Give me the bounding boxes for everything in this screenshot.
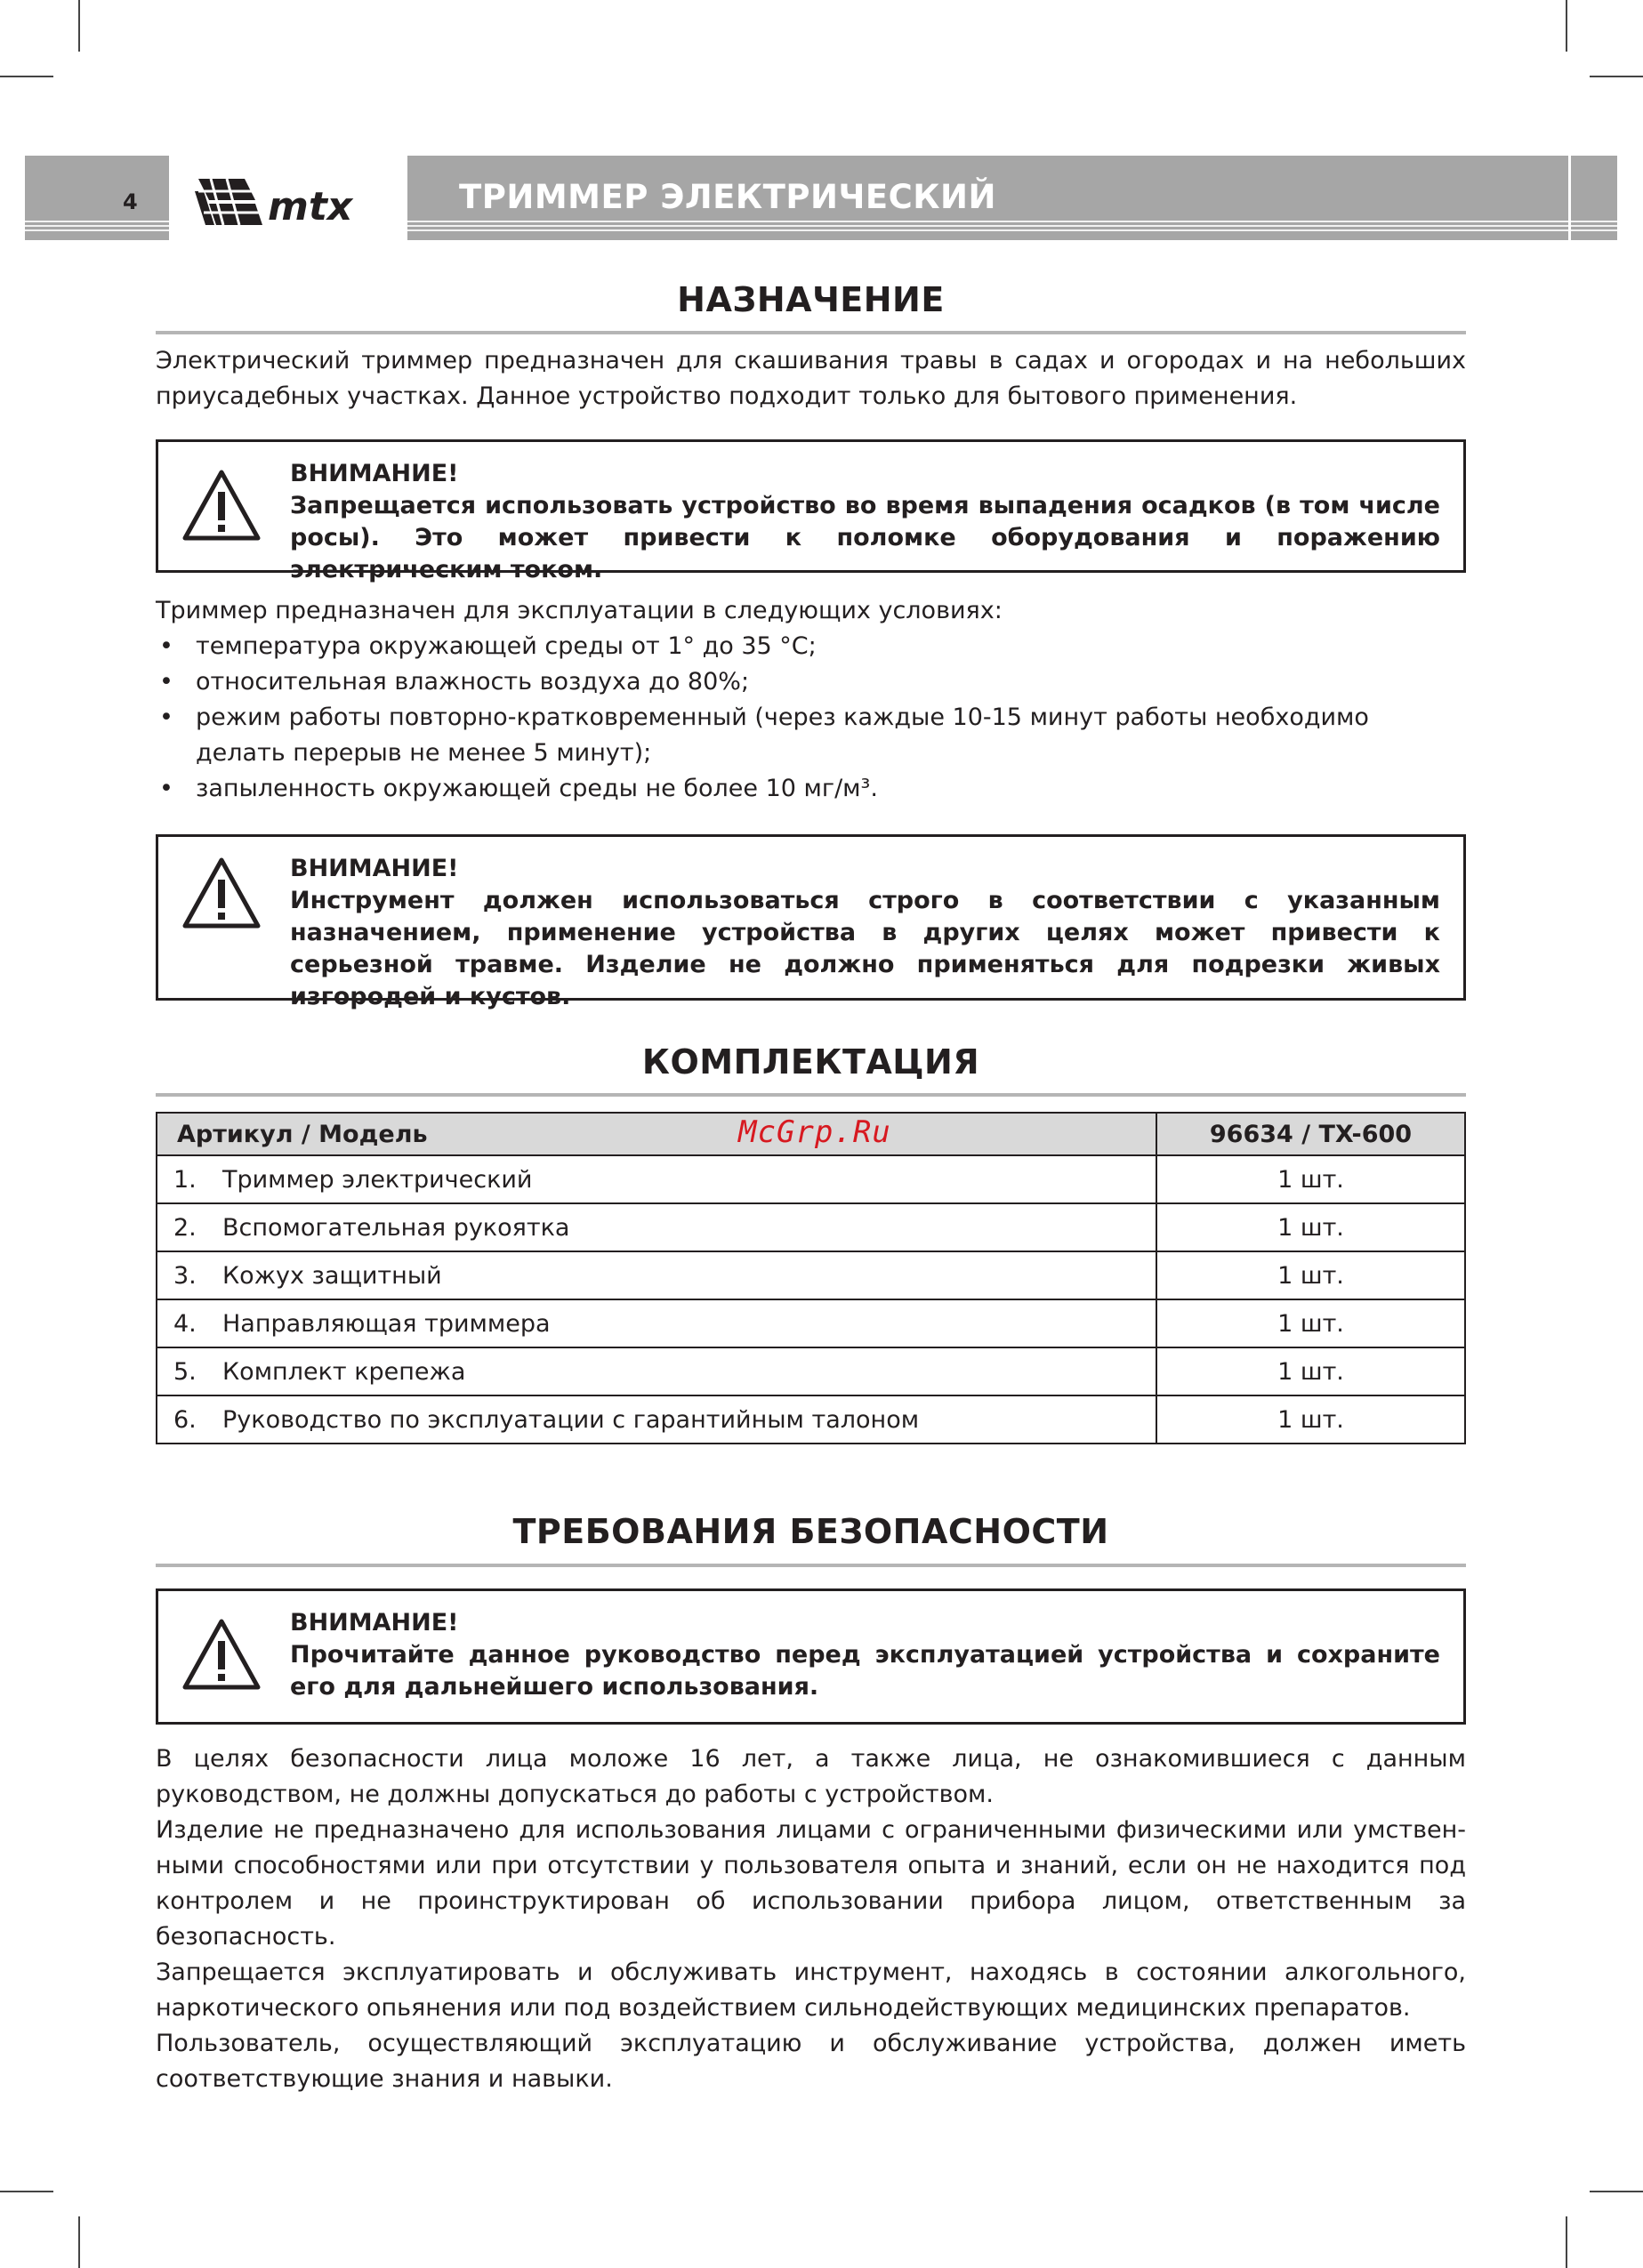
list-item: • относительная влажность воздуха до 80%;: [156, 664, 1466, 700]
warning-triangle-icon: [181, 469, 262, 542]
kit-table: [156, 1112, 1466, 1444]
crop-mark: [78, 0, 80, 52]
crop-mark: [1590, 2191, 1643, 2192]
row-number: 6.: [173, 1405, 197, 1434]
row-quantity: 1 шт.: [1156, 1203, 1465, 1251]
brand-text: mtx: [268, 184, 353, 229]
conditions-list: [156, 629, 1466, 807]
safety-paragraph: В целях безопасности лица моложе 16 лет, а также лица, не ознакомившиеся с данным руководством, не должны допускаться до работы с устройством.: [156, 1745, 1466, 1808]
section-heading-kit: КОМПЛЕКТАЦИЯ: [641, 1042, 980, 1082]
row-item: Руководство по эксплуатации с гарантийным талоном: [222, 1405, 920, 1434]
warning-title: ВНИМАНИЕ!: [290, 1609, 459, 1637]
row-item: Триммер электрический: [222, 1165, 533, 1194]
warning-triangle-icon: [181, 1618, 262, 1691]
column-header-value: 96634 / TX-600: [1156, 1113, 1465, 1155]
row-item: Комплект крепежа: [222, 1357, 466, 1386]
row-quantity: 1 шт.: [1156, 1155, 1465, 1203]
mtx-logo: [191, 173, 387, 234]
crop-mark: [1566, 0, 1567, 52]
row-quantity: 1 шт.: [1156, 1395, 1465, 1444]
list-item: • режим работы повторно-кратковременный (через каждые 10-15 минут работы необходимо делать перерыв не менее 5 минут);: [156, 700, 1466, 771]
header-title-band: [407, 156, 1568, 240]
section-divider: [156, 331, 1466, 334]
crop-mark: [0, 76, 53, 77]
table-row: [157, 1347, 1465, 1395]
warning-text: Инструмент должен использоваться строго в соответствии с указанным назначением, применение устройства в других целях может привести к серьезной травме. Изделие не должно применяться для подрезки живых изгородей и кустов.: [290, 887, 1440, 1010]
warning-title: ВНИМАНИЕ!: [290, 855, 459, 882]
header-page-tab: [25, 156, 169, 240]
crop-mark: [1566, 2216, 1567, 2268]
section-heading-safety: ТРЕБОВАНИЯ БЕЗОПАСНОСТИ: [512, 1512, 1109, 1551]
row-number: 2.: [173, 1213, 197, 1242]
row-number: 4.: [173, 1309, 197, 1338]
watermark: McGrp.Ru: [738, 1114, 891, 1150]
row-number: 3.: [173, 1261, 197, 1290]
warning-box-1: [156, 439, 1466, 583]
warning-text: Запрещается использовать устройство во время выпадения осадков (в том числе росы). Это может привести к поломке оборудования и поражению электрическим током.: [290, 492, 1440, 583]
safety-text: [156, 1741, 1466, 2097]
row-quantity: 1 шт.: [1156, 1347, 1465, 1395]
safety-paragraph: Изделие не предназначено для использования лицами с ограниченными физическими или умственными способностями или при отсутствии у пользователя опыта и знаний, если он не находится под контролем и не проинструктирован об использовании прибора лицом, ответственным за безопасность.: [156, 1816, 1466, 1950]
row-number: 5.: [173, 1357, 197, 1386]
document-title: ТРИММЕР ЭЛЕКТРИЧЕСКИЙ: [459, 178, 996, 216]
table-row: [157, 1155, 1465, 1203]
crop-mark: [0, 2191, 53, 2192]
warning-box-2: [156, 834, 1466, 1010]
purpose-intro: Электрический триммер предназначен для скашивания травы в садах и огородах и на небольших приусадебных участках. Данное устройство подходит только для бытового применения.: [156, 347, 1466, 410]
warning-triangle-icon: [181, 857, 262, 929]
row-item: Направляющая триммера: [222, 1309, 551, 1338]
section-divider: [156, 1093, 1466, 1097]
table-row: [157, 1251, 1465, 1299]
page-number: 4: [123, 189, 138, 214]
section-divider: [156, 1564, 1466, 1567]
crop-mark: [78, 2216, 80, 2268]
list-item: • запыленность окружающей среды не более 10 мг/м³.: [156, 771, 1466, 807]
safety-paragraph: Запрещается эксплуатировать и обслуживать инструмент, находясь в состоянии алкогольного, наркотического опьянения или под воздействием сильнодействующих медицинских препаратов.: [156, 1958, 1466, 2022]
warning-title: ВНИМАНИЕ!: [290, 460, 459, 487]
row-item: Кожух защитный: [222, 1261, 442, 1290]
warning-box-3: [156, 1588, 1466, 1725]
conditions-intro: Триммер предназначен для эксплуатации в следующих условиях:: [156, 597, 1003, 624]
row-quantity: 1 шт.: [1156, 1299, 1465, 1347]
warning-text: Прочитайте данное руководство перед эксплуатацией устройства и сохраните его для дальнейшего использования.: [290, 1641, 1440, 1701]
table-row: [157, 1203, 1465, 1251]
crop-mark: [1590, 76, 1643, 77]
row-quantity: 1 шт.: [1156, 1251, 1465, 1299]
header-end-tab: [1571, 156, 1617, 240]
table-row: [157, 1395, 1465, 1444]
row-number: 1.: [173, 1165, 197, 1194]
table-row: [157, 1299, 1465, 1347]
safety-paragraph: Пользователь, осуществляющий эксплуатацию и обслуживание устройства, должен иметь соответствующие знания и навыки.: [156, 2030, 1466, 2093]
column-header-model: Артикул / Модель: [157, 1113, 1156, 1155]
section-heading-purpose: НАЗНАЧЕНИЕ: [677, 280, 945, 319]
row-item: Вспомогательная рукоятка: [222, 1213, 570, 1242]
list-item: • температура окружающей среды от 1° до 35 °С;: [156, 629, 1466, 664]
